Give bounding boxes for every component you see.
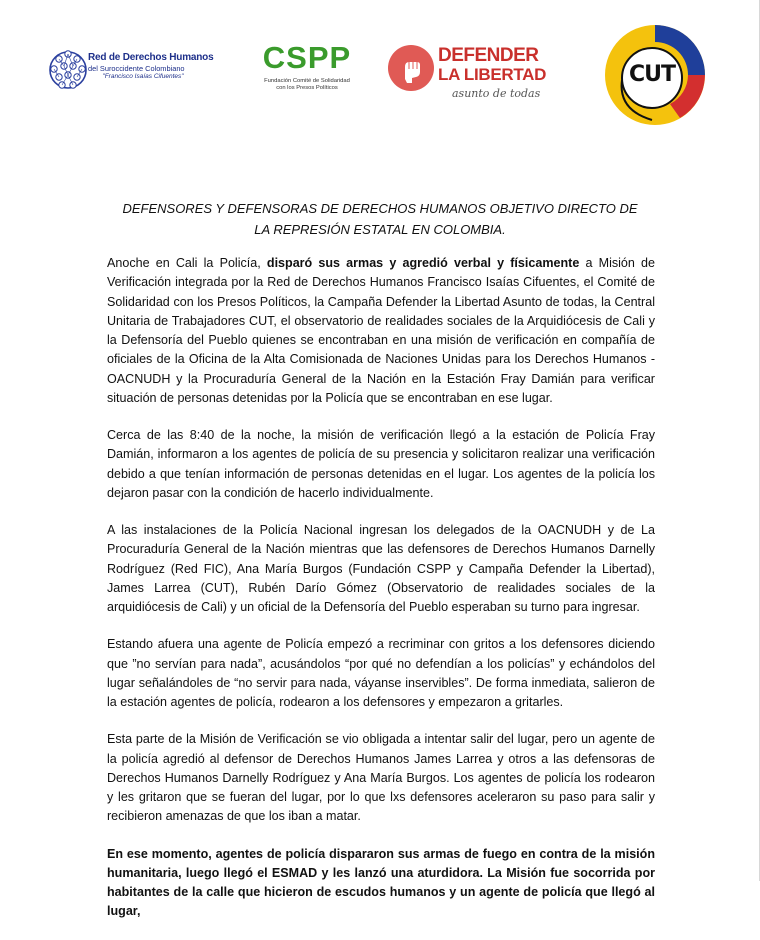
paragraph-4: Estando afuera una agente de Policía empezó a recriminar con gritos a los defensores diciendo que ”no servían para nada”, acusándolos “por qué no defendían a los policías” y echándolos del lugar señalándoles de “no servir para nada, váyanse inservibles”. De forma inmediata, salieron de la estación agentes de policía, rodearon a los defensores y empezaron a gritarles.	[107, 637, 655, 709]
paragraph-1	[107, 254, 655, 408]
raised-fist-icon	[388, 45, 434, 91]
defender-logo-line2: LA LIBERTAD	[438, 65, 547, 84]
paragraph-2: Cerca de las 8:40 de la noche, la misión de verificación llegó a la estación de Policía Fray Damián, informaron a los agentes de policía de su presencia y solicitaron realizar una verificación debido a que tenían información de personas detenidas en el lugar. Los agentes de la policía los dejaron pasar con la condición de hacerlo individualmente.	[107, 428, 655, 500]
paragraph-3: A las instalaciones de la Policía Nacional ingresan los delegados de la OACNUDH y de La Procuraduría General de la Nación mientras que las defensores de Derechos Humanos Darnelly Rodríguez (Red FIC), Ana María Burgos (Fundación CSPP y Campaña Defender la Libertad), James Larrea (CUT), Rubén Darío Gómez (Observatorio de realidades sociales de la arquidiócesis de Cali) y un oficial de la Defensoría del Pueblo esperaban su turno para ingresar.	[107, 523, 655, 614]
red-derechos-humanos-logo	[48, 40, 214, 100]
paragraph-1-intro: Anoche en Cali la Policía,	[107, 256, 267, 270]
header-logos	[0, 0, 760, 130]
defender-logo-tagline: asunto de todas	[452, 87, 541, 100]
paragraph-6	[107, 845, 655, 922]
cspp-subtitle-line2: con los Presos Políticos	[276, 85, 338, 91]
defender-logo-line1: DEFENDER	[438, 45, 539, 66]
document-title: DEFENSORES Y DEFENSORAS DE DERECHOS HUMANOS OBJETIVO DIRECTO DE LA REPRESIÓN ESTATAL EN COLOMBIA.	[122, 201, 638, 237]
network-globe-icon	[48, 40, 92, 100]
defender-la-libertad-logo	[388, 43, 548, 105]
cspp-subtitle-line1: Fundación Comité de Solidaridad	[264, 78, 350, 84]
document-body	[107, 254, 655, 940]
paragraph-5: Esta parte de la Misión de Verificación se vio obligada a intentar salir del lugar, pero un agente de la policía agredió al defensor de Derechos Humanos James Larrea y otros a las defensoras de Derechos Humanos Darnelly Rodríguez y Ana María Burgos. Los agentes de policía los rodearon y les gritaron que se fueran del lugar, por lo que lxs defensores aceleraron su paso para salir y recibieron amenazas de que los iban a matar.	[107, 732, 655, 824]
paragraph-6-bold: En ese momento, agentes de policía dispararon sus armas de fuego en contra de la misión humanitaria, luego llegó el ESMAD y les lanzó una aturdidora. La Misión fue socorrida por habitantes de la calle que hicieron de escudos humanos y un agente de policía que llegó al lugar,	[107, 846, 655, 919]
red-logo-line1: Red de Derechos Humanos	[88, 52, 214, 63]
cspp-logo	[262, 42, 352, 112]
paragraph-1-emphasis: disparó sus armas y agredió verbal y físicamente	[266, 256, 580, 270]
red-logo-line3: "Francisco Isaías Cifuentes"	[102, 73, 184, 80]
cspp-logo-name: CSPP	[262, 40, 352, 75]
paragraph-1-rest: a Misión de Verificación integrada por la Red de Derechos Humanos Francisco Isaías Cifuentes, el Comité de Solidaridad con los Presos Políticos, la Campaña Defender la Libertad Asunto de todas, la Central Unitaria de Trabajadores CUT, el observatorio de realidades sociales de la Arquidiócesis de Cali y la Defensoría del Pueblo quienes se encontraban en una misión de verificación en compañía de oficiales de la Oficina de la Alta Comisionada de Naciones Unidas para los Derechos Humanos - OACNUDH y la Procuraduría General de la Nación en la Estación Fray Damián para verificar situación de personas detenidas por la Policía que se encontraban en ese lugar.	[107, 256, 656, 405]
red-logo-line2: del Suroccidente Colombiano	[88, 64, 185, 73]
cspp-logo-subtitle	[262, 78, 352, 92]
cut-logo	[600, 20, 710, 130]
cut-logo-text: CUT	[628, 62, 676, 87]
